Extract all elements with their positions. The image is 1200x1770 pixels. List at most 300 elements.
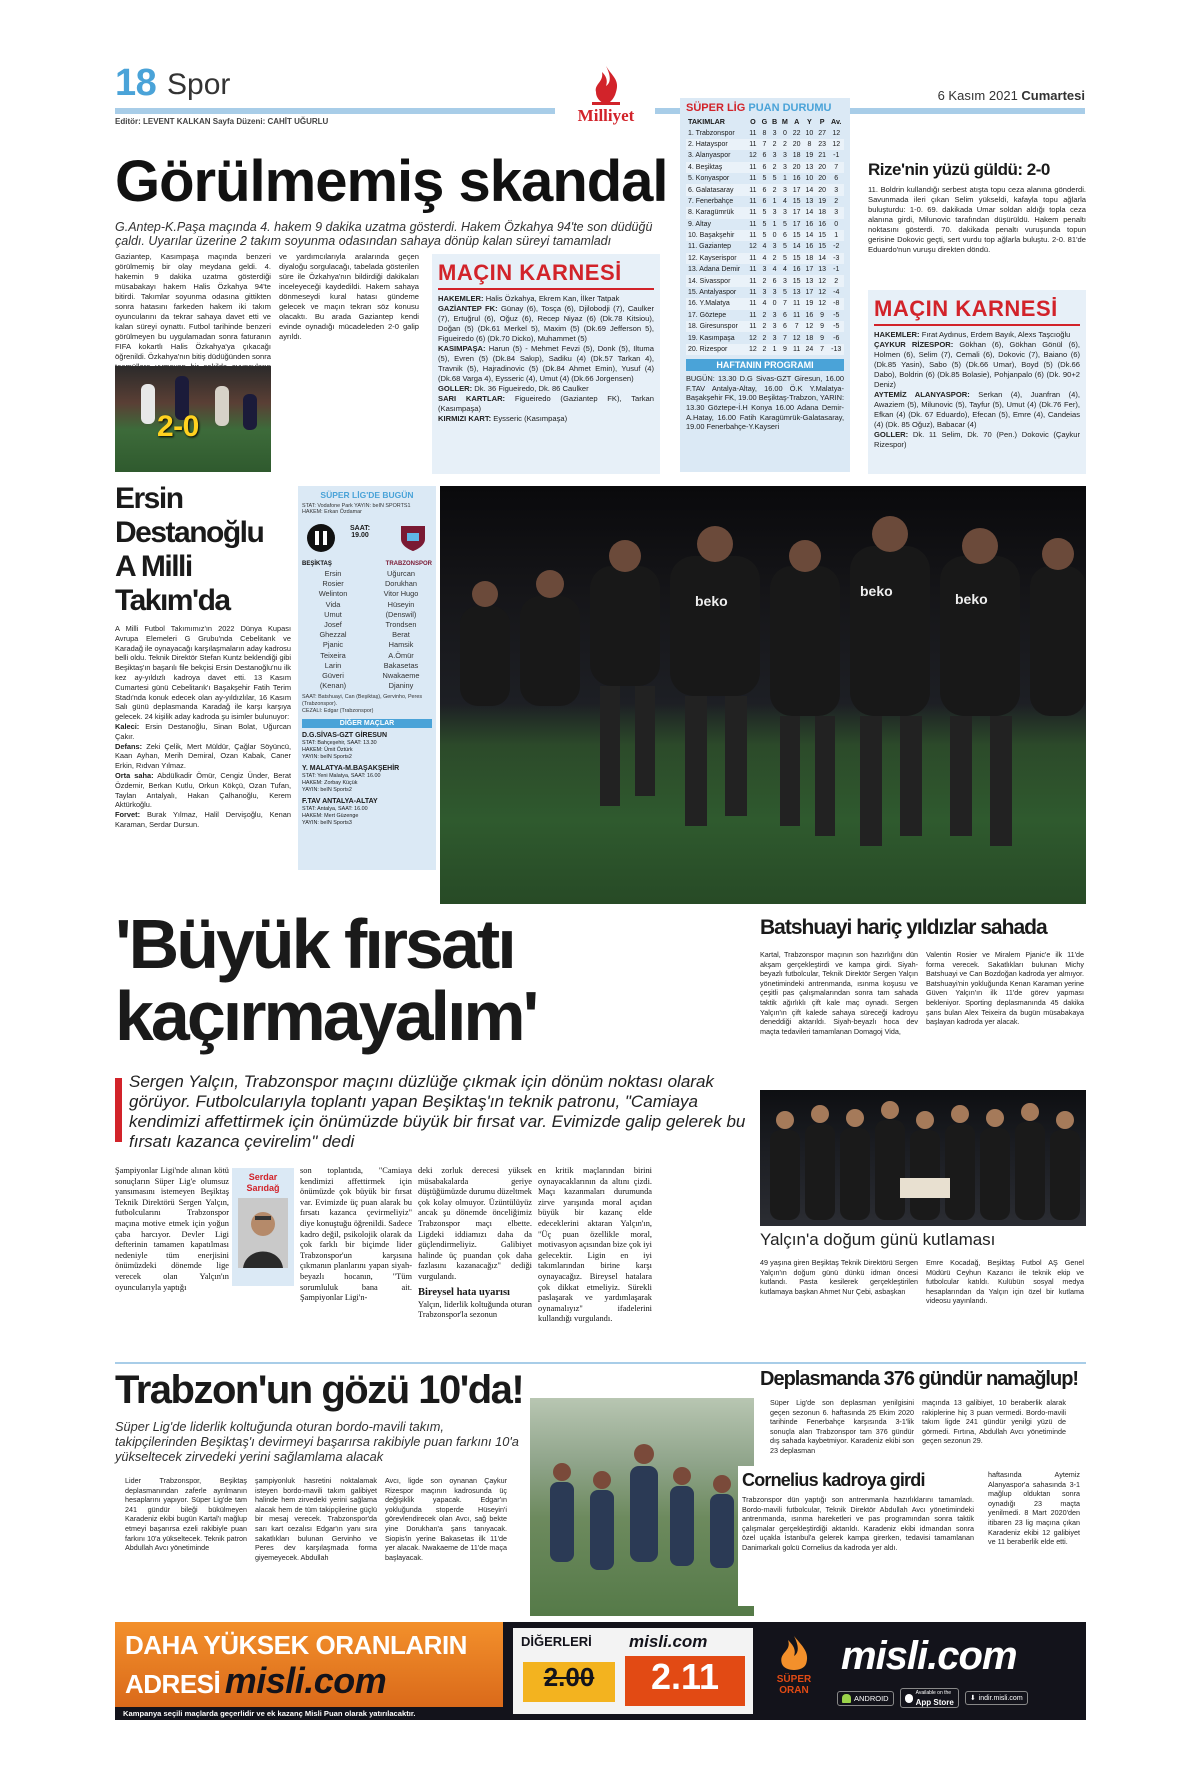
stat-cell: 24 [803, 344, 816, 355]
stat-cell: 19 [805, 152, 814, 160]
team-name: 20. Rizespor [686, 344, 747, 355]
stat-cell: 19 [818, 197, 826, 205]
appstore-button[interactable]: Available on the App Store [900, 1688, 959, 1708]
squad-player: (Kenan) [319, 681, 347, 691]
stat-cell: 21 [818, 152, 826, 160]
squad-player: Dorukhan [384, 579, 418, 589]
android-button[interactable]: ANDROID [837, 1691, 894, 1706]
stat-cell: 12 [816, 298, 829, 309]
stat-cell: 11 [790, 298, 803, 309]
stat-cell: -13 [828, 344, 844, 355]
stat-cell: 13 [818, 266, 826, 274]
standings-row [686, 150, 844, 161]
stat-cell: 3 [772, 334, 777, 342]
stat-cell: 12 [832, 129, 841, 137]
standings-row [686, 230, 844, 241]
squad-player: Güveri [322, 671, 344, 681]
stat-cell: 16 [805, 220, 814, 228]
match-name: D.G.SİVAS-GZT GİRESUN [302, 732, 388, 740]
karne-rize [868, 290, 1086, 474]
main-col3b: Yalçın, liderlik koltuğunda oturan Trabzonspor'la sezonun [418, 1299, 532, 1320]
ad-stores [837, 1688, 1028, 1708]
stat-cell: 5 [772, 175, 777, 183]
main-headline [115, 905, 755, 1068]
team-name: 6. Galatasaray [686, 184, 747, 195]
main-col2: son toplantıda, "Camiaya kendimizi affettirmek için önümüzde çok büyük bir fırsat var. Evimizde üç puan alarak bu fırsatı kazanca çevirmeliyiz" diye konuştuğu öğrenildi. Sadece kadro değil, psikolojik olarak da çok farklı bir biçimde lider Trabzonspor'un karşısına çıkmanın planlarını yapan siyah-beyazlı hocanın, "Tüm sorumluluk bana ait. Şampiyonlar Ligi'n- [300, 1166, 412, 1303]
stat-cell: 11 [749, 289, 757, 297]
standings-row [686, 287, 844, 298]
header-date: 6 Kasım 2021 Cumartesi [937, 88, 1085, 103]
cornelius-headline: Cornelius kadroya girdi [742, 1470, 925, 1490]
team-name: 18. Giresunspor [686, 321, 747, 332]
stat-cell: 15 [816, 230, 829, 241]
karne2-title: MAÇIN KARNESİ [874, 296, 1080, 326]
stat-cell: 11 [749, 129, 757, 137]
squad-trabzonspor [370, 569, 432, 691]
section-name: Spor [167, 68, 231, 101]
android-icon [842, 1694, 851, 1703]
besiktas-training-photo [440, 486, 1086, 904]
stat-cell: -2 [833, 243, 840, 251]
stat-cell: -8 [828, 298, 844, 309]
page-header [115, 62, 1085, 132]
ad-others-label: DİĞERLERİ [521, 1634, 592, 1649]
stat-cell: 3 [772, 243, 777, 251]
standings-row [686, 332, 844, 343]
stat-cell: -5 [828, 321, 844, 332]
stat-cell: 9 [780, 344, 791, 355]
svg-text:beko: beko [860, 583, 893, 599]
header-rule-left [115, 108, 555, 114]
today-cezali-note: CEZALI: Edgar (Trabzonspor) [302, 708, 374, 715]
other-match [302, 797, 432, 827]
skandal-headline: Görülmemiş skandal [115, 149, 668, 214]
ersin-text: A Milli Futbol Takımımız'ın 2022 Dünya Kupası Avrupa Elemeleri G Grubu'nda Cebelitarık ve Karadağ ile oynayacağı karşılaşmaların aday kadrosu belli oldu. Teknik Direktör Stefan Kuntz beklendiği gibi Beşiktaş'ın başarılı file bekçisi Ersin Destanoğlu'nu ilk kez ay-yıldızlı kadroya davet etti. 13 Kasım Cumartesi günü Cebelitarık'ı Başakşehir Fatih Terim Stadı'nda konuk edecek olan ay-yıldızlılar, 16 Kasım Salı günü deplasmanda Karadağ ile karşı karşıya gelecek. 24 kişilik aday kadroda şu isimler bulunuyor: Kaleci: Ersin Destanoğlu, Sinan Bolat, Uğurcan Çakır. Defans: Zeki Çelik, Mert Müldür, Çağlar Söyüncü, Kaan Ayhan, Merih Demiral, Ozan Kabak, Caner Erkin, Rıdvan Yılmaz. Orta saha: Abdülkadir Ömür, Cengiz Ünder, Berat Özdemir, Berkan Kutlu, Orkun Kökçü, Ozan Tufan, Taylan Antalyalı, Hakan Çalhanoğlu, Kerem Aktürkoğlu. Forvet: Burak Yılmaz, Halil Dervişoğlu, Kenan Karaman, Serdar Dursun. [115, 624, 292, 829]
deck-red-bar [115, 1078, 122, 1142]
team-name: 2. Hatayspor [686, 139, 747, 150]
stat-cell: -3 [828, 253, 844, 264]
stat-cell: 11 [747, 230, 760, 241]
other-matches-title: DİĞER MAÇLAR [302, 719, 432, 728]
stat-cell: 13 [792, 289, 801, 297]
ad-old-odds: 2.00 [523, 1662, 615, 1702]
main-deck: Sergen Yalçın, Trabzonspor maçını düzlüğe çıkmak için dönüm noktası olarak görüyor. Futbolcularıyla toplantı yapan Beşiktaş'ın teknik patronu, "Camiaya kendimizi affettirmek için önümüzde büyük bir fırsat var. Evimizde galip gelerek bu fırsatı kazanca çevirelim" dedi [115, 1072, 755, 1158]
standings-row [686, 162, 844, 173]
stat-cell: 5 [782, 220, 787, 228]
misli-ad [115, 1622, 1086, 1720]
svg-text:beko: beko [955, 591, 988, 607]
karne2-body: HAKEMLER: Fırat Aydınus, Erdem Bayık, Alexs Taşcıoğlu ÇAYKUR RİZESPOR: Gökhan (6), Gökhan Gönül (6), Holmen (6), Selim (7), Cemali (6), Dokovic (7), Baiano (6) (Dk.85 Yasin), Sabo (5) (Dk.66 Umar), Boyd (5) (Dk.66 Dabo), Boldrin (6) (Dk.85 Bolasie), Pohjanpalo (6) (Dk. 90+2 Deniz) AYTEMİZ ALANYASPOR: Serkan (4), Juanfran (4), Awaziem (5), Milunovic (5), Tayfur (5), Umut (4) (Dk.76 Fer), Efkan (4) (Dk. 67 Eduardo), Efecan (5), Emre (4), Candeias (4) (Dk. 85 Oğuz), Babacar (4) GOLLER: Dk. 11 Selim, Dk. 70 (Pen.) Dokovic (Çaykur Rizespor) [874, 330, 1080, 449]
stat-cell: 6 [770, 275, 780, 286]
today-saat-note: SAAT: Batshuayi, Can (Beşiktaş), Gervinho, Peres (Trabzonspor). [302, 694, 423, 708]
stat-cell: 4 [782, 266, 787, 274]
stat-cell: 1 [828, 230, 844, 241]
karne1-title: MAÇIN KARNESİ [438, 260, 654, 290]
standings-row [686, 253, 844, 264]
stat-cell: 1 [772, 220, 777, 228]
team-name: 7. Fenerbahçe [688, 197, 734, 205]
standings-row [686, 196, 844, 207]
stat-cell: 12 [749, 334, 757, 342]
other-matches [302, 731, 432, 827]
squad-player: Uğurcan [387, 569, 415, 578]
stat-cell: 17 [805, 266, 814, 274]
trabzon-col2: şampiyonluk hasretini noktalamak isteyen bordo-mavili takım galibiyet halinde hem zirvedeki yerini sağlama alacak hem de tüm takipçilerine güçlü bir mesaj verecek. Trabzonspor'da sarı kart cezalısı Edgar'ın yanı sıra sakatlıkları bulunan Gervinho ve Peres dev karşılaşmada forma giyemeyecek. Abdullah [255, 1476, 377, 1562]
stat-cell: 18 [805, 334, 814, 342]
stat-cell: 2 [762, 311, 767, 319]
team-name: 17. Göztepe [688, 311, 727, 319]
stat-cell: 11 [747, 207, 760, 218]
columnist-box [232, 1168, 294, 1286]
stat-cell: 5 [762, 175, 767, 183]
standings-row [686, 219, 844, 230]
stat-cell: 3 [780, 275, 791, 286]
batshuayi-col1: Kartal, Trabzonspor maçının son hazırlığını dün akşam gerçekleştirdi ve kampa girdi. Siyah-beyazlı futbolcular, Teknik Direktör Sergen Yalçın yönetimindeki antrenmanda, ısınma koşusu ve çeşitli pas çalışmalarından sonra tam sahada taktik ağırlıklı çift kale maç oynadı. Sergen Yalçın'ın çift kalede sahaya süreceği kadroyu deneddiği aktarıldı. Siyah-beyazlı hoca dev maçta tedavileri tamamlanan Domagoj Vida, [760, 950, 918, 1036]
match-stat: STAT: Yeni Malatya, SAAT: 16.00 [302, 773, 381, 780]
stat-cell: 17 [792, 220, 801, 228]
stat-cell: 14 [792, 243, 801, 251]
team-name: 14. Sivasspor [686, 275, 747, 286]
squad-player: Teixeira [320, 650, 346, 660]
stat-cell: 7 [759, 139, 769, 150]
birthday-col2: Emre Kocadağ, Beşiktaş Futbol AŞ Genel Müdürü Ceyhun Kazancı ile teknik ekip ve futbolcular katıldı. Kulübün sosyal medya hesaplarından da Yalçın için özel bir kutlama videosu yayınlandı. [926, 1258, 1084, 1306]
program-title: HAFTANIN PROGRAMI [686, 359, 844, 371]
stat-cell: 1 [772, 197, 777, 205]
stat-cell: 8 [762, 129, 767, 137]
stat-cell: 6 [834, 175, 839, 183]
story-rize [868, 160, 1086, 280]
ad-line1: DAHA YÜKSEK ORANLARIN [125, 1630, 467, 1660]
today-time: SAAT: 19.00 [350, 525, 371, 539]
stat-cell: 10 [805, 129, 814, 137]
main-subhead: Bireysel hata uyarısı [418, 1286, 510, 1298]
stat-cell: 4 [759, 298, 769, 309]
match-yayin: YAYIN: beIN Sports2 [302, 787, 352, 794]
standings-row [686, 173, 844, 184]
stat-cell: 7 [780, 298, 791, 309]
team-name: 11. Gaziantep [688, 243, 732, 251]
stat-cell: 2 [759, 321, 769, 332]
main-col3: deki zorluk derecesi yüksek müsabakalarda geriye düştüğümüzde durumu düzeltmek çok kolay olmuyor. Üzüntülüyüz ancak şu dönemde önceliğimiz Trabzonspor maçı elbette. Ligdeki iddiamızı daha da güçlendirmeliyiz. Galibiyet halinde üç puandan çok daha fazlasını kazanacağız" dediği vurgulandı. [418, 1166, 532, 1281]
stat-cell: 15 [790, 230, 803, 241]
download-link[interactable]: ⬇ indir.misli.com [965, 1691, 1028, 1705]
other-match [302, 764, 432, 794]
stat-cell: 18 [803, 253, 816, 264]
match-name: F.TAV ANTALYA-ALTAY [302, 798, 378, 806]
stat-cell: 4 [772, 266, 777, 274]
stat-cell: 7 [816, 344, 829, 355]
stat-cell: 16 [792, 266, 801, 274]
columnist-photo [238, 1198, 288, 1268]
ersin-headline: Ersin Destanoğlu A Milli Takım'da [115, 482, 264, 617]
stat-cell: 7 [782, 334, 787, 342]
skandal-col1-bottom [115, 362, 116, 363]
stat-cell: 1 [770, 344, 780, 355]
besiktas-crest-icon [306, 523, 336, 553]
squad-player: Hamsik [388, 640, 414, 650]
stat-cell: 11 [749, 266, 757, 274]
match-hakem: HAKEM: Mert Güzenge [302, 813, 359, 820]
squad-player: Ersin [324, 569, 342, 578]
deplasman-col1: Süper Lig'de son deplasman yenilgisini geçen sezonun 6. haftasında 25 Ekim 2020 tarihinde Fenerbahçe karşısında 3-1'lik sonuçla alan Trabzonspor tam 376 gündür dış sahada kaybetmiyor. Karadeniz ekibi son 23 deplasman [770, 1398, 914, 1455]
stat-cell: 3 [770, 207, 780, 218]
stat-cell: 3 [828, 207, 844, 218]
super-oran-badge: SÜPER ORAN [763, 1634, 825, 1710]
stat-cell: 9 [820, 334, 825, 342]
stat-cell: 16 [805, 311, 814, 319]
team-name: 5. Konyaspor [688, 175, 730, 183]
deplasman-col2: maçında 13 galibiyet, 10 beraberlik alarak rakiplerine hiç 3 puan vermedi. Bordo-mavili takım ligde 241 gündür yenilgi yüzü de görmedi. Fırtına, Abdullah Avcı yönetiminde geçen sezonun 29. [922, 1398, 1066, 1446]
stat-cell: -6 [833, 334, 840, 342]
squad-player: Bakasetas [383, 660, 419, 670]
stat-cell: 11 [793, 311, 801, 319]
stat-cell: 3 [772, 289, 777, 297]
team-name: 8. Karagümrük [686, 207, 747, 218]
standings-header-row: TAKIMLAR O G B M A Y P Av. [688, 117, 842, 127]
columnist-name: Serdar Sarıdağ [246, 1172, 280, 1193]
stat-cell: 6 [759, 162, 769, 173]
today-title: SÜPER LİG'DE BUGÜN [320, 490, 414, 500]
trabzon-rule [115, 1362, 1086, 1364]
stat-cell: 3 [762, 266, 767, 274]
stat-cell: 12 [828, 139, 844, 150]
editor-line: Editör: LEVENT KALKAN Sayfa Düzeni: CAHİT UĞURLU [115, 117, 329, 126]
stat-cell: 11 [749, 175, 757, 183]
stat-cell: 2 [770, 184, 780, 195]
deplasman-col3: haftasında Aytemiz Alanyaspor'a sahasında 3-1 mağlup olduktan sonra oynadığı 23 maçta yenilmedi. 8 Mart 2020'den itibaren 23 lig maçına çıkan Karadeniz ekibi 12 galibiyet ve 11 beraberlik elde etti. [988, 1470, 1080, 1547]
today-team1: BEŞİKTAŞ [302, 561, 332, 567]
stat-cell: 11 [749, 311, 757, 319]
stat-cell: 9 [816, 321, 829, 332]
stat-cell: 20 [790, 162, 803, 173]
today-hakem: HAKEM: Erkan Özdamar [302, 509, 362, 515]
match-stat: STAT: Bahçeşehir, SAAT: 13.30 [302, 740, 377, 747]
stat-cell: 11 [790, 344, 803, 355]
squad-player: Berat [392, 630, 410, 640]
stat-cell: 0 [770, 230, 780, 241]
stat-cell: 17 [805, 289, 814, 297]
stat-cell: 5 [782, 243, 787, 251]
stat-cell: 2 [834, 197, 839, 205]
stat-cell: 12 [816, 275, 829, 286]
stat-cell: 11 [747, 298, 760, 309]
ad-disclaimer: Kampanya seçili maçlarda geçerlidir ve ek kazanç Misli Puan olarak yatırılacaktır. [115, 1707, 503, 1720]
standings-row [686, 275, 844, 286]
rize-text: 11. Boldrin kullandığı serbest atışta topu ceza alanına gönderdi. Savunmada ileri çıkan Selim yükseldi, kafayla topu ağlarla buluşturdu: 1-0. 69. dakikada Umar soldan aldığı topla ceza alanına girdi, Milunovic tarafından düşürüldü. Hakem penaltı noktasını gösterdi. 70. dakikada penaltı vuruşunda topun gerisine Dokovic geçti, sert vurdu top ağlarla buluştu. 2-0. 81'de Eduardo'nun vuruşu direkten döndü. [868, 185, 1086, 254]
squad-player: Josef [324, 620, 342, 630]
standings-row [686, 321, 844, 332]
stat-cell: 18 [792, 152, 801, 160]
stat-cell: 15 [790, 275, 803, 286]
batshuayi-col2: Valentin Rosier ve Miralem Pjanic'e ilk 11'de forma verecek. Sakatlıkları bulunan Michy Batshuayi ve Can Bozdoğan kadroda yer almıyor. Batshuayi'nin yokluğunda Kenan Karaman yerine Güven Yalçın'ın ilk 11'de görev yapması bekleniyor. Sporting deplasmanında 45 dakika şans bulan Alex Teixeira da bugün müsabakaya başlayan kadroda yer alacak. [926, 950, 1084, 1027]
ad-brand[interactable]: misli.com [841, 1634, 1017, 1678]
stat-cell: 9 [820, 311, 825, 319]
standings-row [686, 264, 844, 275]
stat-cell: -1 [833, 152, 840, 160]
svg-text:beko: beko [695, 593, 728, 609]
other-match [302, 731, 432, 761]
stat-cell: 1 [782, 175, 787, 183]
squad-player: Hüseyin [387, 599, 415, 609]
flame-icon [586, 64, 626, 108]
stat-cell: 2 [828, 275, 844, 286]
trabzon-col1: Lider Trabzonspor, Beşiktaş deplasmanından zaferle ayrılmanın hesaplarını yapıyor. Süper Lig'de tam 241 gündür bileği bükülmeyen Karadeniz ekibi bugün Kartal'ı mağlup etmeyi başarırsa ezeli rakibiyle puan farkını 10'a yükseltecek. Teknik patron Abdullah Avcı yönetiminde [125, 1476, 247, 1553]
match-name: Y. MALATYA-M.BAŞAKŞEHİR [302, 765, 400, 773]
stat-cell: 11 [747, 162, 760, 173]
stat-cell: 27 [818, 129, 826, 137]
stat-cell: 12 [818, 289, 826, 297]
stat-cell: 4 [759, 253, 769, 264]
standings-row [686, 139, 844, 150]
team-name: 15. Antalyaspor [688, 289, 737, 297]
birthday-col1: 49 yaşına giren Beşiktaş Teknik Direktörü Sergen Yalçın'ın doğum günü dünkü idman öncesi kutlandı. Pasta kesilerek gerçekleştirilen kutlamaya başkan Ahmet Nur Çebi, asbaşkan [760, 1258, 918, 1296]
story-birthday [760, 1230, 1086, 1360]
stat-cell: 3 [828, 184, 844, 195]
stat-cell: 14 [803, 207, 816, 218]
photo-score: 2-0 [157, 410, 199, 443]
today-box [298, 486, 436, 870]
stat-cell: 5 [782, 289, 787, 297]
stat-cell: 0 [782, 129, 787, 137]
squad-player: Welinton [318, 589, 348, 599]
standings-row [686, 127, 844, 138]
stat-cell: 3 [782, 152, 787, 160]
stat-cell: 3 [770, 321, 780, 332]
cornelius-text: Trabzonspor dün yaptığı son antrenmanla hazırlıklarını tamamladı. Bordo-mavili futbolcular, Teknik Direktör Abdullah Avcı yönetimindeki antrenmanda, ısınma hareketleri ve pas programından sonra taktik çalışmalar gerçekleştirdiği aktarıldı. Karadeniz ekibi idmandan sonra özel uçakla İstanbul'a gelerek kampa girerken, tedavisi tamamlanan Danimarkalı golcü Cornelius da kadroda yer aldı. [742, 1495, 974, 1552]
stat-cell: 5 [759, 207, 769, 218]
stat-cell: 15 [818, 243, 826, 251]
training-players-illustration [440, 486, 1086, 904]
stat-cell: 6 [759, 184, 769, 195]
trabzon-headline: Trabzon'un gözü 10'da! [115, 1368, 524, 1412]
karne1-body: HAKEMLER: Halis Özkahya, Ekrem Kan, İlker Tatpak GAZİANTEP FK: Günay (6), Tosça (6), Djilobodji (7), Caulker (7), Ertuğrul (6), Oğuz (6), Recep Niyaz (6) (Dk.78 Kitsiou), Doğan (5) (Dk.61 Merkel 5), Maxim (5) (Dk.69 Jefferson 5), Figueiredo (6) (Dk.70 Dicko), Muhammet (5) KASIMPAŞA: Harun (5) - Mehmet Fevzi (5), Donk (5), Iltuma (5), Evren (5) (Dk.84 Sakıp), Sadiku (4) (Dk.57 Tarkan 4), Travnik (5), Hajradinovic (5) (Dk.84 Ahmet Emin), Yusuf (4) (Dk.68 Varga 4), Eysseric (4), Umut (4) (Dk.66 Jorgensen) GOLLER: Dk. 36 Figueiredo, Dk. 86 Caulker SARI KARTLAR: Figueiredo (Gaziantep FK), Tarkan (Kasımpaşa) KIRMIZI KART: Eysseric (Kasımpaşa) [438, 294, 654, 423]
stat-cell: 6 [780, 230, 791, 241]
stat-cell: 6 [762, 152, 767, 160]
trabzon-col3: Avcı, ligde son oynanan Çaykur Rizespor maçının kadrosunda üç değişiklik yapacak. Edgar'ın yokluğunda stoperde Hüseyin'i görevlendirecek olan Avcı, sağ bekte yine Dorukhan'a şans tanıyacak. Siopis'in yerine Bakasetas ilk 11'de yer alacak. Nwakaeme de 11'de maça başlayacak. [385, 1476, 507, 1562]
stat-cell: -1 [833, 266, 840, 274]
trabzonspor-crest-icon [398, 523, 428, 553]
team-name: 10. Başakşehir [686, 230, 747, 241]
story-batshuayi [760, 916, 1086, 1076]
stat-cell: 5 [759, 230, 769, 241]
stat-cell: 13 [803, 275, 816, 286]
stat-cell: 11 [747, 275, 760, 286]
main-headline-line2: kaçırmayalım' [115, 977, 537, 1055]
stat-cell: 3 [780, 207, 791, 218]
stat-cell: 14 [803, 230, 816, 241]
stat-cell: 8 [803, 139, 816, 150]
standings-row [686, 298, 844, 309]
squad-player: (Denswil) [385, 609, 417, 619]
birthday-caption: Yalçın'a doğum günü kutlaması [760, 1230, 996, 1249]
birthday-photo [760, 1090, 1086, 1226]
main-col1: Şampiyonlar Ligi'nde alınan kötü sonuçların Süper Lig'e olumsuz yansımasını istemeyen Beşiktaş Teknik Direktörü Sergen Yalçın, futbolcularını Trabzonspor maçına motive etmek için yoğun çaba harcıyor. Devler Ligi defterinin tamamen kapatılması nedeniyle tüm enerjisini önümüzdeki dönemde lige verecek olan Yalçın'ın oyuncularıyla yaptığı [115, 1166, 229, 1292]
squad-player: Umut [324, 609, 342, 619]
stat-cell: 3 [780, 162, 791, 173]
stat-cell: 7 [790, 321, 803, 332]
skandal-photo [115, 366, 271, 472]
squad-player: Pjanic [322, 640, 344, 650]
stat-cell: 2 [770, 139, 780, 150]
ad-left-panel [115, 1622, 503, 1720]
squad-player: Larin [324, 660, 342, 670]
stat-cell: 3 [772, 129, 777, 137]
ad-odds-panel [513, 1628, 753, 1714]
standings-row [686, 344, 844, 355]
stat-cell: 6 [780, 321, 791, 332]
main-col1b [232, 1292, 233, 1293]
squad-besiktas [302, 569, 364, 691]
stat-cell: 14 [803, 184, 816, 195]
stat-cell: 4 [782, 197, 787, 205]
stat-cell: 5 [762, 220, 767, 228]
main-col4: en kritik maçlarından birini oynayacaklarının da altını çizdi. Maçı kazanmaları durumunda zirve yarışında moral açıdan büyük bir kazanç elde edeceklerini aktaran Yalçın'ın, "Üç puan özellikle moral, motivasyon açısından bize çok iyi gelecektir. Ligin en iyi takımlarından birine karşı oynayacağız. Bireysel hatalara çok dikkat etmeliyiz. Sürekli paslaşarak ve yardımlaşarak oynamalıyız" ifadelerini kullandığı vurgulandı. [538, 1166, 652, 1324]
stat-cell: 17 [790, 207, 803, 218]
rize-headline: Rize'nin yüzü güldü: 2-0 [868, 160, 1050, 179]
ad-line2: ADRESİ misli.com [125, 1660, 387, 1701]
squad-player: Nwakaeme [382, 671, 420, 681]
flame-badge-icon [774, 1634, 814, 1674]
team-name: 12. Kayserispor [686, 253, 747, 264]
stat-cell: 20 [816, 162, 829, 173]
squad-player: Djaniny [388, 681, 414, 691]
stat-cell: 22 [792, 129, 801, 137]
stat-cell: 20 [816, 184, 829, 195]
story-cornelius [738, 1466, 978, 1606]
stat-cell: 11 [747, 253, 760, 264]
stat-cell: 5 [780, 253, 791, 264]
stat-cell: 11 [747, 321, 760, 332]
stat-cell: 20 [790, 139, 803, 150]
stat-cell: 11 [749, 220, 757, 228]
main-col3-wrap [418, 1166, 532, 1362]
stat-cell: 15 [792, 197, 801, 205]
trabzon-deck: Süper Lig'de liderlik koltuğunda oturan bordo-mavili takım, takipçilerinden Beşiktaş'ı devirmeyi başarırsa rakibiyle puan farkını 10'a yükseltecek zirvedeki yerini sağlamlama alacak [115, 1419, 519, 1464]
skandal-deck: G.Antep-K.Paşa maçında 4. hakem 9 dakika uzatma gösterdi. Hakem Özkahya 94'te son düdüğü çaldı. Uyarılar üzerine 2 takım soyunma odasından sahaya dönüp kalan süreyi tamamladı [115, 220, 653, 248]
stat-cell: 7 [828, 162, 844, 173]
match-hakem: HAKEM: Ümit Öztürk [302, 747, 353, 754]
match-yayin: YAYIN: beIN Sports2 [302, 754, 352, 761]
stat-cell: 11 [749, 197, 757, 205]
ad-misli-label: misli.com [629, 1632, 708, 1651]
stat-cell: 13 [805, 197, 814, 205]
team-name: 9. Altay [688, 220, 711, 228]
stat-cell: 10 [805, 175, 814, 183]
trabzonspor-training-photo [530, 1398, 754, 1616]
stat-cell: 12 [749, 243, 757, 251]
stat-cell: 12 [803, 321, 816, 332]
stat-cell: 13 [803, 162, 816, 173]
stat-cell: 3 [772, 152, 777, 160]
stat-cell: -5 [833, 311, 840, 319]
team-name: 3. Alanyaspor [688, 152, 731, 160]
standings-row [686, 207, 844, 218]
stat-cell: 11 [747, 184, 760, 195]
standings-box [680, 98, 850, 472]
squad-player: A.Ömür [388, 650, 414, 660]
team-name: 4. Beşiktaş [686, 162, 747, 173]
team-name: 13. Adana Demir [688, 266, 741, 274]
stat-cell: 12 [792, 334, 801, 342]
stat-cell: 18 [816, 207, 829, 218]
stat-cell: 2 [759, 344, 769, 355]
stat-cell: 3 [762, 289, 767, 297]
batshuayi-headline: Batshuayi hariç yıldızlar sahada [760, 916, 1047, 939]
milliyet-logo [561, 64, 651, 134]
stat-cell: 3 [780, 184, 791, 195]
squad-player: Ghezzal [319, 630, 347, 640]
apple-icon [905, 1694, 913, 1703]
